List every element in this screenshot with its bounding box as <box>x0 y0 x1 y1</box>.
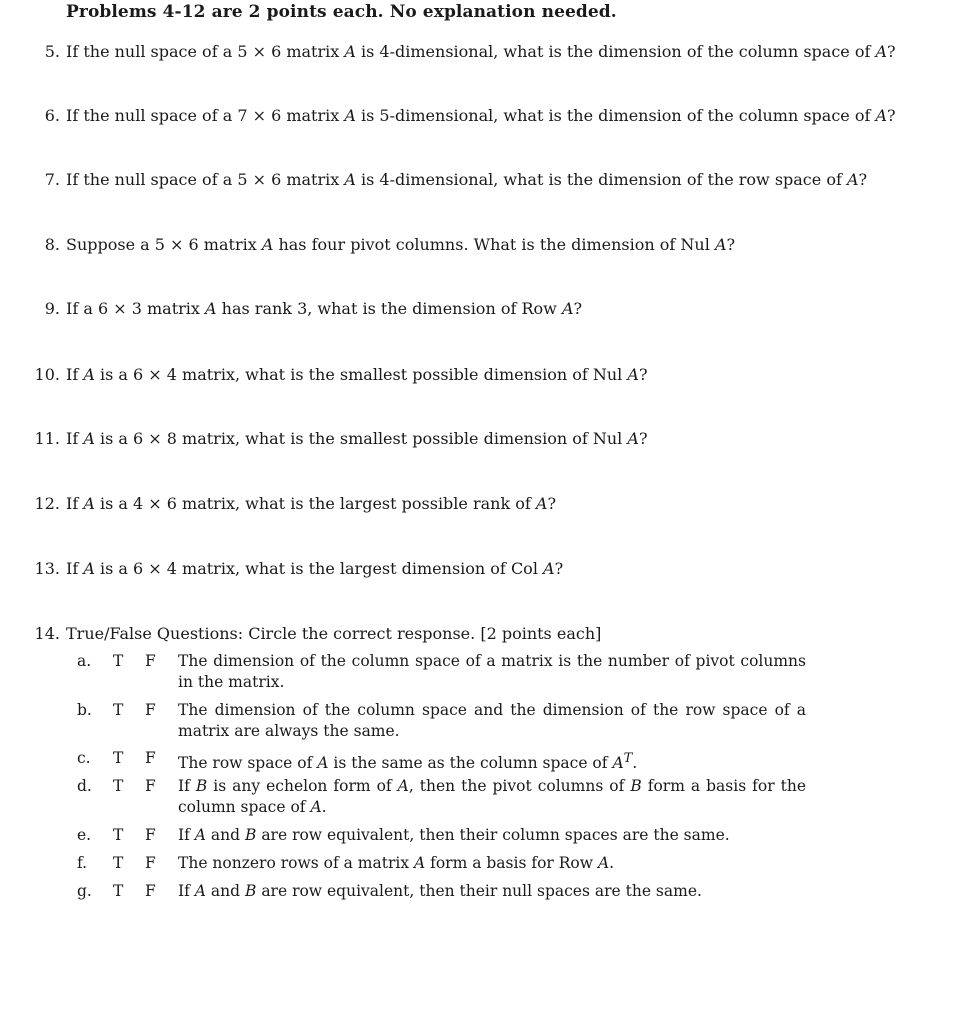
tf-statement: If A and B are row equivalent, then their column spaces are the same. <box>178 826 730 844</box>
section-header: Problems 4-12 are 2 points each. No explanation needed. <box>66 2 617 22</box>
problem-number: 11. <box>34 429 60 448</box>
problem-text: If A is a 6 × 4 matrix, what is the smallest possible dimension of Nul A? <box>66 365 648 384</box>
problem-number: 10. <box>34 365 60 384</box>
true-option[interactable]: T <box>113 777 124 795</box>
problem-number: 5. <box>44 42 60 61</box>
true-option[interactable]: T <box>113 826 124 844</box>
problem-number: 9. <box>44 299 60 318</box>
tf-item-letter: g. <box>77 882 92 900</box>
false-option[interactable]: F <box>145 652 156 670</box>
tf-item-letter: e. <box>77 826 92 844</box>
problem-text: If the null space of a 5 × 6 matrix A is 4-dimensional, what is the dimension of the row space of A? <box>66 170 868 189</box>
problem-text: If the null space of a 5 × 6 matrix A is 4-dimensional, what is the dimension of the column space of A? <box>66 42 896 61</box>
problem-text: Suppose a 5 × 6 matrix A has four pivot columns. What is the dimension of Nul A? <box>66 235 736 254</box>
problem-number: 14. <box>34 624 60 643</box>
tf-statement: The dimension of the column space and the dimension of the row space of a matrix are always the same. <box>178 701 806 740</box>
false-option[interactable]: F <box>145 854 156 872</box>
problem-text: If the null space of a 7 × 6 matrix A is 5-dimensional, what is the dimension of the column space of A? <box>66 106 896 125</box>
true-option[interactable]: T <box>113 854 124 872</box>
tf-item-letter: f. <box>77 854 88 872</box>
problem-number: 6. <box>44 106 60 125</box>
problem-number: 12. <box>34 494 60 513</box>
tf-statement: If B is any echelon form of A, then the pivot columns of B form a basis for the column space of A. <box>178 777 807 816</box>
problem-number: 8. <box>44 235 60 254</box>
true-option[interactable]: T <box>113 882 124 900</box>
problem-number: 13. <box>34 559 60 578</box>
tf-item-letter: b. <box>77 701 92 719</box>
false-option[interactable]: F <box>145 826 156 844</box>
problem-text: If A is a 6 × 8 matrix, what is the smallest possible dimension of Nul A? <box>66 429 648 448</box>
tf-statement: The dimension of the column space of a matrix is the number of pivot columns in the matrix. <box>178 652 806 691</box>
problem-text: If A is a 6 × 4 matrix, what is the largest dimension of Col A? <box>66 559 564 578</box>
tf-item-letter: d. <box>77 777 92 795</box>
problem-number: 7. <box>44 170 60 189</box>
false-option[interactable]: F <box>145 882 156 900</box>
tf-statement: The row space of A is the same as the column space of $A^T$. <box>178 751 638 773</box>
false-option[interactable]: F <box>145 749 156 767</box>
tf-item-letter: c. <box>77 749 91 767</box>
true-option[interactable]: T <box>113 701 124 719</box>
false-option[interactable]: F <box>145 701 156 719</box>
problem-text: If a 6 × 3 matrix A has rank 3, what is the dimension of Row A? <box>66 299 583 318</box>
tf-item-letter: a. <box>77 652 92 670</box>
problem-text: If A is a 4 × 6 matrix, what is the largest possible rank of A? <box>66 494 557 513</box>
true-option[interactable]: T <box>113 652 124 670</box>
true-option[interactable]: T <box>113 749 124 767</box>
tf-statement: If A and B are row equivalent, then their null spaces are the same. <box>178 882 702 900</box>
tf-statement: The nonzero rows of a matrix A form a basis for Row A. <box>178 854 615 872</box>
false-option[interactable]: F <box>145 777 156 795</box>
problem-text: True/False Questions: Circle the correct response. [2 points each] <box>66 624 602 643</box>
